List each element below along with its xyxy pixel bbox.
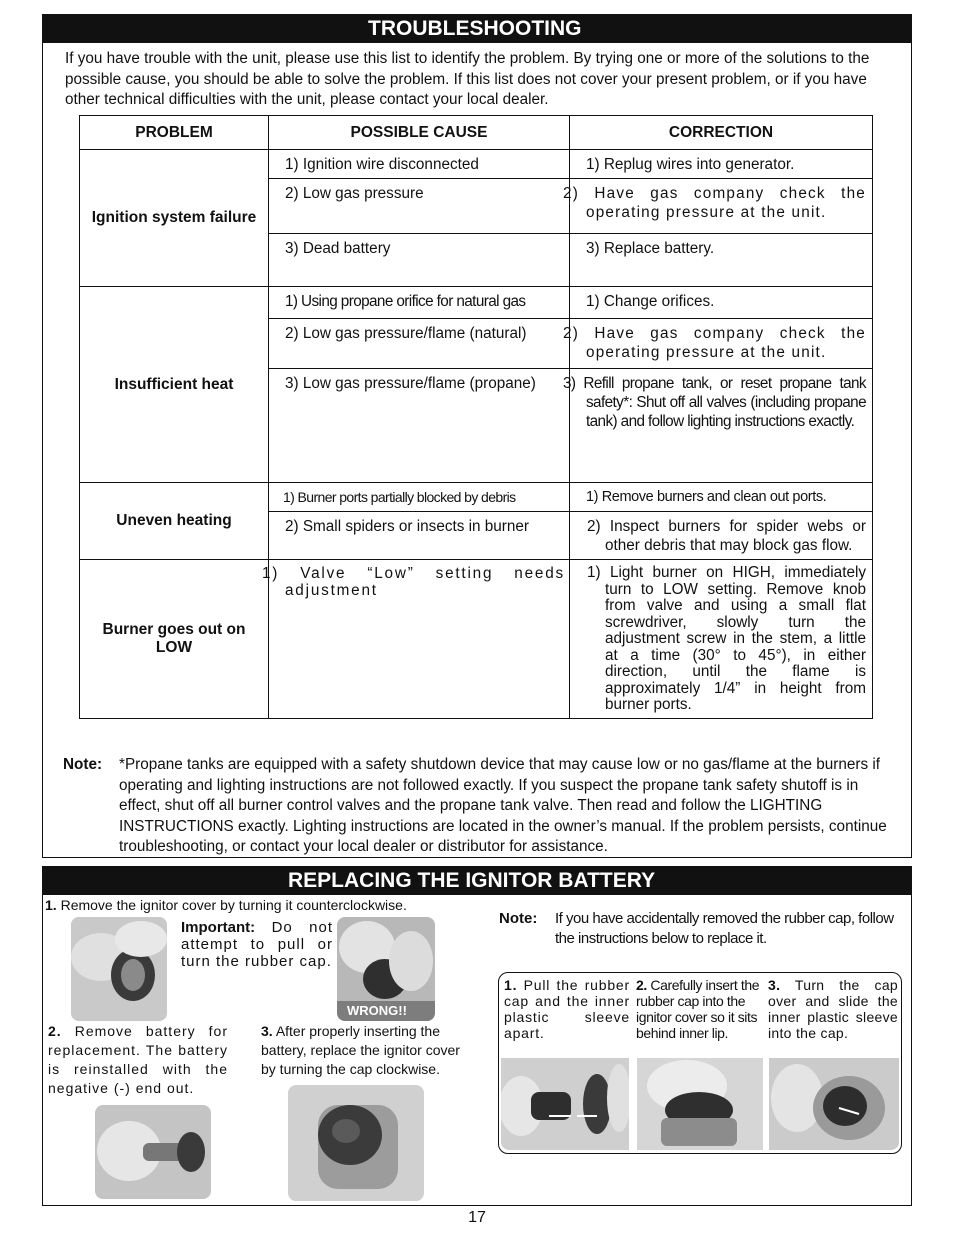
step-text: Remove the ignitor cover by turning it counterclockwise.: [60, 897, 407, 913]
table-row: [80, 150, 873, 179]
step-text: Pull the rubber cap and the inner plastic sleeve apart.: [504, 977, 630, 1041]
step-number: 3.: [768, 977, 781, 993]
step-number: 3.: [261, 1023, 273, 1039]
problem-cell: Ignition system failure: [80, 150, 269, 287]
important-text: Do not attempt to pull or turn the rubber cap.: [181, 919, 333, 970]
propane-note: [63, 755, 893, 858]
step-number: 1.: [504, 977, 518, 993]
correction-cell: 2) Inspect burners for spider webs or other debris that may block gas flow.: [570, 512, 873, 560]
photo-cap-sleeve: [769, 1058, 899, 1150]
intro-paragraph: If you have trouble with the unit, please use this list to identify the problem. By trying one or more of the solutions to the possible cause, you should be able to solve the problem. If this list does not cover your present problem, or if you have other technical difficulties with the unit, please contact your local dealer.: [65, 50, 870, 108]
cap-insert-icon: [637, 1058, 763, 1150]
photo-cap-insert: [637, 1058, 763, 1150]
section-title: TROUBLESHOOTING: [43, 15, 911, 43]
table-row: [80, 287, 873, 319]
ignitor-cover-icon: [288, 1085, 424, 1201]
section-title: REPLACING THE IGNITOR BATTERY: [43, 867, 911, 895]
header-correction: CORRECTION: [570, 116, 873, 150]
cause-cell: 2) Low gas pressure: [269, 179, 570, 234]
problem-cell: Insufficient heat: [80, 287, 269, 483]
battery-section: [42, 866, 912, 1206]
photo-cap-pull: [501, 1058, 629, 1150]
step-text: After properly inserting the battery, replace the ignitor cover by turning the cap clockwise.: [261, 1023, 460, 1077]
cause-cell: 1) Burner ports partially blocked by debris: [269, 483, 570, 512]
photo-wrong: [337, 917, 435, 1021]
cause-cell: 1) Using propane orifice for natural gas: [269, 287, 570, 319]
battery-photo-icon: [95, 1105, 211, 1199]
note-label: Note:: [63, 756, 103, 773]
problem-cell: Uneven heating: [80, 483, 269, 560]
cap-step-2: [636, 977, 764, 1041]
step-number: 2.: [48, 1023, 62, 1039]
troubleshooting-section: [42, 14, 912, 858]
correction-cell: 1) Replug wires into generator.: [570, 150, 873, 179]
step-1: [45, 896, 445, 915]
header-problem: PROBLEM: [80, 116, 269, 150]
note-text: If you have accidentally removed the rubber cap, follow the instructions below to replace it.: [555, 910, 894, 947]
step-number: 1.: [45, 897, 57, 913]
photo-remove-cover: [71, 917, 167, 1021]
note-label: Note:: [499, 910, 538, 927]
cause-cell: 2) Low gas pressure/flame (natural): [269, 319, 570, 369]
correction-cell: 1) Light burner on HIGH, immediately turn to LOW setting. Remove knob from valve and using a small flat screwdriver, slowly turn the adjustment screw in the stem, a little at a time (30° to 45°), in either direction, until the flame is approximately 1/4” in height from burner ports.: [570, 560, 873, 719]
step-text: Remove battery for replacement. The battery is reinstalled with the negative (-) end out.: [48, 1023, 228, 1096]
troubleshooting-table: [79, 115, 873, 719]
cause-cell: 2) Small spiders or insects in burner: [269, 512, 570, 560]
important-note: [181, 919, 333, 970]
cap-step-3: [768, 977, 898, 1041]
photo-battery: [95, 1105, 211, 1199]
cause-cell: 3) Dead battery: [269, 234, 570, 287]
wrong-label: WRONG!!: [347, 1003, 407, 1018]
correction-cell: 1) Change orifices.: [570, 287, 873, 319]
cause-cell: 1) Ignition wire disconnected: [269, 150, 570, 179]
hand-photo-icon: [71, 917, 167, 1021]
important-label: Important:: [181, 919, 256, 936]
correction-cell: 3) Refill propane tank, or reset propane tank safety*: Shut off all valves (including propane tank) and follow lighting instructions exactly.: [570, 369, 873, 483]
step-3: [261, 1022, 477, 1079]
note-text: *Propane tanks are equipped with a safety shutdown device that may cause low or no gas/flame at the burners if operating and lighting instructions are not followed exactly. If you suspect the propane tank safety shutoff is in effect, shut off all burner control valves and the propane tank valve. Then read and follow the LIGHTING INSTRUCTIONS exactly. Lighting instructions are located in the owner’s manual. If the problem persists, continue troubleshooting, or contact your local dealer or distributor for assistance.: [119, 756, 887, 855]
header-cause: POSSIBLE CAUSE: [269, 116, 570, 150]
cap-sleeve-icon: [769, 1058, 899, 1150]
step-2: [48, 1022, 228, 1098]
cap-step-1: [504, 977, 630, 1041]
correction-cell: 2) Have gas company check the operating pressure at the unit.: [570, 319, 873, 369]
rubber-cap-steps: [498, 972, 902, 1154]
problem-cell: Burner goes out on LOW: [80, 560, 269, 719]
correction-cell: 1) Remove burners and clean out ports.: [570, 483, 873, 512]
step-text: Carefully insert the rubber cap into the ignitor cover so it sits behind inner lip.: [636, 977, 760, 1041]
table-row: [80, 560, 873, 719]
photo-ignitor-cover: [288, 1085, 424, 1201]
cause-cell: 3) Low gas pressure/flame (propane): [269, 369, 570, 483]
cause-cell: 1) Valve “Low” setting needs adjustment: [269, 560, 570, 719]
correction-cell: 2) Have gas company check the operating pressure at the unit.: [570, 179, 873, 234]
step-number: 2.: [636, 977, 647, 993]
correction-cell: 3) Replace battery.: [570, 234, 873, 287]
page-number: 17: [468, 1209, 486, 1226]
cap-pull-icon: [501, 1058, 629, 1150]
table-row: [80, 483, 873, 512]
step-text: Turn the cap over and slide the inner plastic sleeve into the cap.: [768, 977, 898, 1041]
